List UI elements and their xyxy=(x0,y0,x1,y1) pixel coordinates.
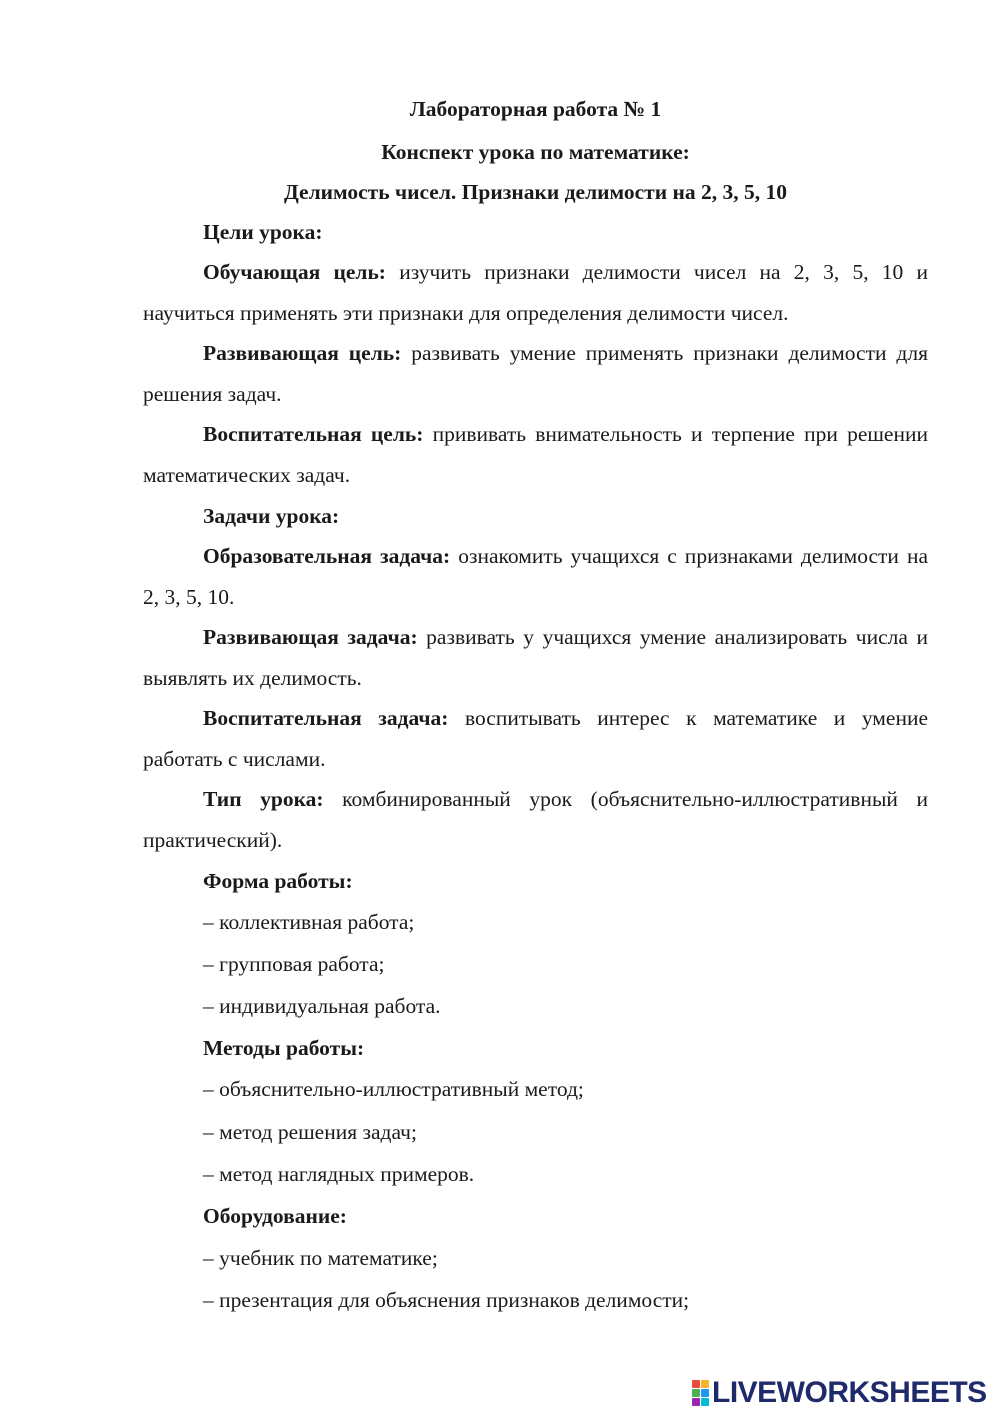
task-upbringing xyxy=(143,698,928,779)
goal-label: Обучающая цель: xyxy=(203,260,386,284)
goal-teaching xyxy=(143,252,928,333)
goal-label: Воспитательная цель: xyxy=(203,422,424,446)
logo-block xyxy=(701,1398,709,1406)
logo-block xyxy=(701,1380,709,1388)
list-item: – метод решения задач; xyxy=(203,1120,417,1144)
list-item: – объяснительно-иллюстративный метод; xyxy=(203,1077,584,1101)
goal-text: прививать внимательность и терпение при решении математических задач. xyxy=(143,422,928,487)
methods-heading: Методы работы: xyxy=(203,1036,365,1060)
list-item: – групповая работа; xyxy=(203,952,385,976)
goal-label: Развивающая цель: xyxy=(203,341,402,365)
list-item: – индивидуальная работа. xyxy=(203,994,441,1018)
goal-text: изучить признаки делимости чисел на 2, 3, 5, 10 и научиться применять эти признаки для определения делимости чисел. xyxy=(143,260,929,325)
lesson-subtitle: Конспект урока по математике: xyxy=(381,140,690,164)
goal-text: развивать умение применять признаки делимости для решения задач. xyxy=(143,341,928,406)
logo-blocks-icon xyxy=(692,1380,709,1406)
task-label: Образовательная задача: xyxy=(203,544,451,568)
task-text: развивать у учащихся умение анализировать числа и выявлять их делимость. xyxy=(143,625,928,690)
goal-educational xyxy=(143,414,928,495)
lesson-type-label: Тип урока: xyxy=(203,787,324,811)
task-text: воспитывать интерес к математике и умение работать с числами. xyxy=(143,706,928,771)
logo-block xyxy=(692,1389,700,1397)
list-item: – метод наглядных примеров. xyxy=(203,1162,475,1186)
task-label: Воспитательная задача: xyxy=(203,706,449,730)
task-text: ознакомить учащихся с признаками делимости на 2, 3, 5, 10. xyxy=(143,544,928,609)
forms-heading: Форма работы: xyxy=(203,869,353,893)
goal-developing xyxy=(143,333,928,414)
topic-title: Делимость чисел. Признаки делимости на 2, 3, 5, 10 xyxy=(283,180,788,204)
tasks-heading: Задачи урока: xyxy=(203,504,340,528)
logo-block xyxy=(701,1389,709,1397)
goals-heading: Цели урока: xyxy=(203,220,323,244)
equipment-heading: Оборудование: xyxy=(203,1204,347,1228)
list-item: – коллективная работа; xyxy=(203,910,415,934)
lesson-type-text: комбинированный урок (объяснительно-иллюстративный и практический). xyxy=(143,787,928,852)
liveworksheets-logo[interactable] xyxy=(692,1378,987,1408)
task-educational xyxy=(143,536,928,617)
list-item: – учебник по математике; xyxy=(203,1246,438,1270)
task-label: Развивающая задача: xyxy=(203,625,418,649)
logo-block xyxy=(692,1398,700,1406)
lesson-type xyxy=(143,779,928,860)
task-developing xyxy=(143,617,928,698)
logo-text: LIVEWORKSHEETS xyxy=(712,1376,987,1409)
list-item: – презентация для объяснения признаков делимости; xyxy=(203,1288,690,1312)
lab-title: Лабораторная работа № 1 xyxy=(409,97,662,121)
logo-block xyxy=(692,1380,700,1388)
